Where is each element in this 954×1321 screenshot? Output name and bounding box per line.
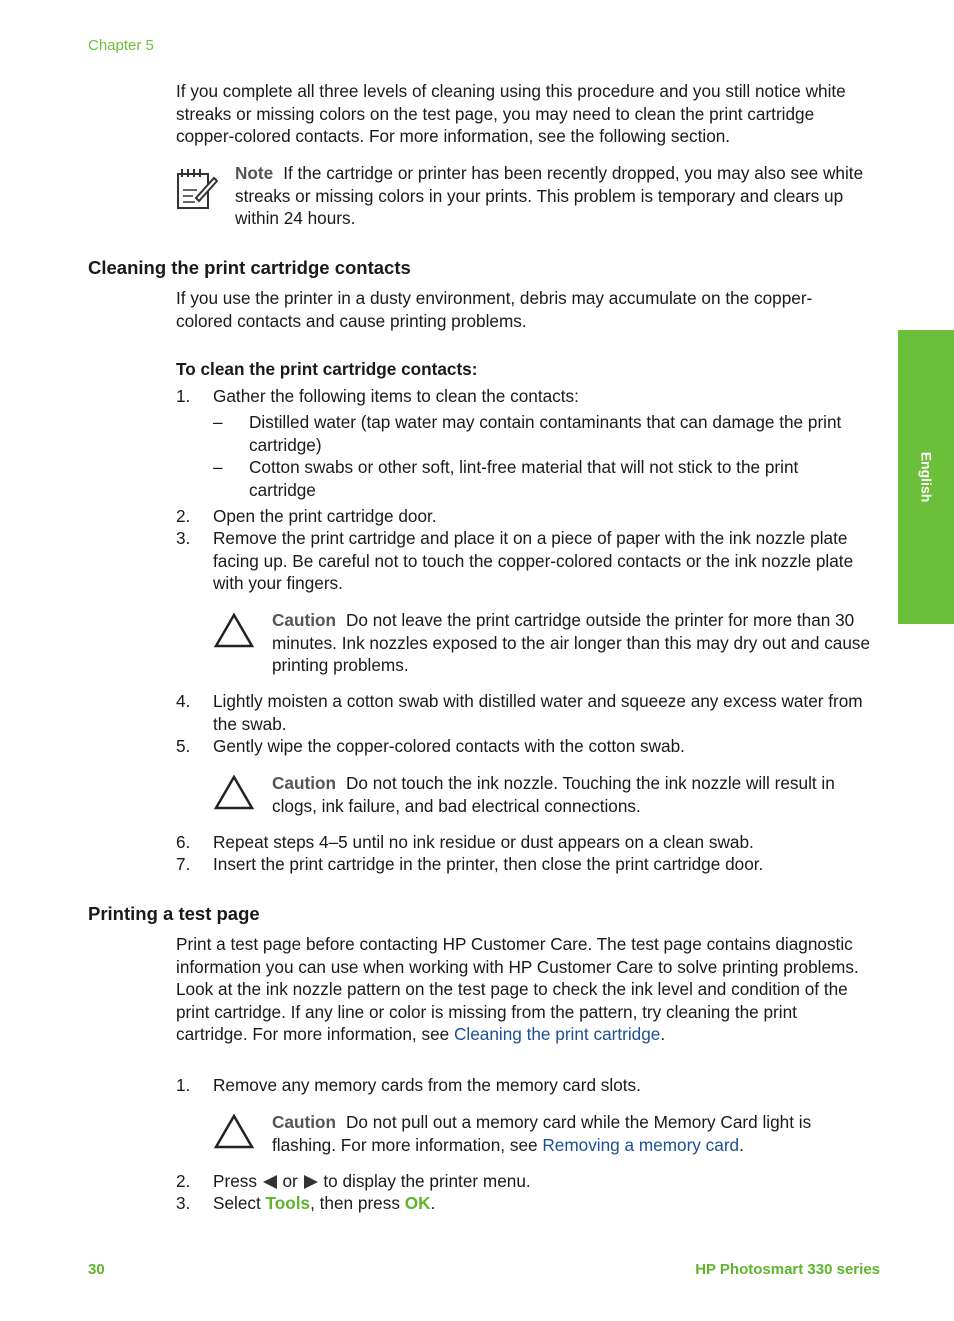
caution-label: Caution	[272, 610, 336, 630]
caution-block: Caution Do not pull out a memory card while the Memory Card light is flashing. For more information, see Removing a memory card.	[272, 1112, 812, 1155]
caution-label: Caution	[272, 773, 336, 793]
product-name: HP Photosmart 330 series	[695, 1261, 880, 1278]
caution-triangle-icon	[213, 1113, 255, 1151]
intro-paragraph: If you complete all three levels of cleaning using this procedure and you still notice white streaks or missing colors on the test page, you may need to clean the print cartridge copper-colored contacts. For more information, see the following section.	[176, 81, 846, 146]
section-title-cleaning-contacts: Cleaning the print cartridge contacts	[88, 257, 411, 278]
note-pad-icon	[176, 166, 218, 210]
caution-triangle-icon	[213, 774, 255, 812]
caution-triangle-icon	[213, 612, 255, 650]
procedure-title: To clean the print cartridge contacts:	[176, 359, 478, 379]
note-text: If the cartridge or printer has been recently dropped, you may also see white streaks or missing colors in your prints. This problem is temporary and clears up within 24 hours.	[235, 163, 864, 228]
ok-button-label: OK	[404, 1193, 431, 1213]
caution-label: Caution	[272, 1112, 336, 1132]
language-tab-label: English	[918, 451, 935, 503]
page-number: 30	[88, 1261, 105, 1278]
link-removing-memory-card[interactable]: Removing a memory card	[542, 1134, 740, 1155]
left-arrow-icon	[262, 1174, 278, 1190]
chapter-label: Chapter 5	[88, 37, 154, 54]
caution-text: Do not leave the print cartridge outside the printer for more than 30 minutes. Ink nozzles exposed to the air longer than this may dry out and cause printing problems.	[272, 610, 871, 675]
note-block	[235, 162, 867, 230]
language-tab	[898, 330, 954, 624]
right-arrow-icon	[303, 1174, 319, 1190]
link-cleaning-cartridge[interactable]: Cleaning the print cartridge	[453, 1024, 661, 1044]
tools-menu-label: Tools	[265, 1193, 311, 1213]
section1-intro: If you use the printer in a dusty environment, debris may accumulate on the copper-colored contacts and cause printing problems.	[176, 288, 813, 331]
caution-block	[272, 772, 876, 817]
note-label: Note	[235, 163, 274, 183]
section-title-test-page: Printing a test page	[88, 903, 260, 924]
caution-block	[272, 609, 876, 677]
section2-intro: Print a test page before contacting HP Customer Care. The test page contains diagnostic information you can use when working with HP Customer Care to solve printing problems. Look at the ink nozzle pattern on the test page to check the ink level and condition of the print cartridge. If any line or color is missing from the pattern, try cleaning the print cartridge. For more information, see Cleaning the print cartridge.	[176, 934, 859, 1044]
caution-text: Do not touch the ink nozzle. Touching the ink nozzle will result in clogs, ink failure, and bad electrical connections.	[272, 773, 835, 816]
